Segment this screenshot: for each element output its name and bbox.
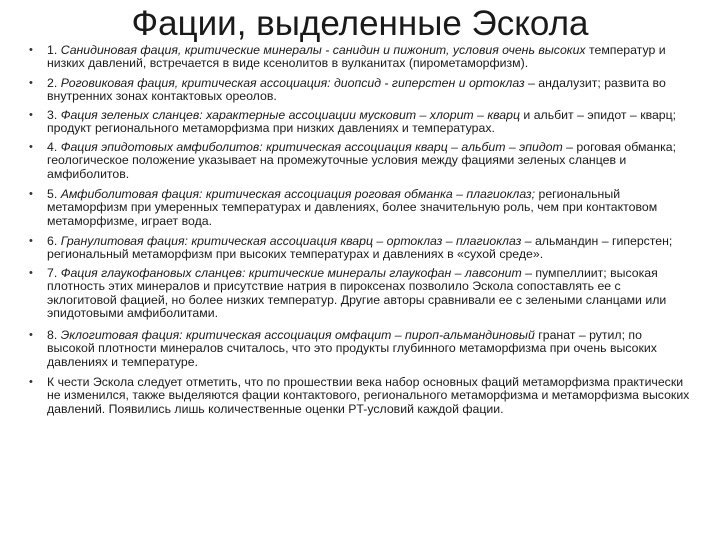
list-item [0,44,720,77]
facies-name: Амфиболитовая фация: критическая ассоциация роговая обманка – плагиоклаз; [60,187,536,201]
bullet-icon: • [29,376,33,388]
facies-name: Фация зеленых сланцев: характерные ассоциации мусковит – хлорит – кварц [60,108,520,122]
page-title: Фации, выделенные Эскола [131,4,589,43]
conclusion-text: К чести Эскола следует отметить, что по прошествии века набор основных фаций метаморфизма практически не изменился, также выделяются фации контактового, регионального метаморфизма и метаморфизма высоких давлений. Появились лишь количественные оценки PT-условий каждой фации. [47,375,690,416]
bullet-icon: • [29,188,33,200]
item-number: 2. [47,76,61,90]
bullet-icon: • [29,267,33,279]
list-item [0,109,720,141]
item-number: 6. [47,234,61,248]
facies-description: гранат – рутил; по высокой плотности минералов считалось, что это продукты глубинного метаморфизма при очень высоких давлениях и температуре. [47,328,657,369]
item-number: 5. [47,187,61,201]
facies-description: – пумпеллиит; высокая плотность этих минералов и присутствие натрия в пироксенах позволило Эскола сопоставлять ее с эклогитовой фацией, но более низких температур. Другие авторы сравнивали ее с зелеными сланцами или эпидотовыми амфиболитами. [47,266,667,320]
facies-name: Роговиковая фация, критическая ассоциация: диопсид - гиперстен и ортоклаз [60,76,525,90]
item-number: 7. [47,266,61,280]
item-number: 4. [47,140,61,154]
list-item [0,141,720,188]
facies-name: Фация эпидотовых амфиболитов: критическая ассоциация кварц – альбит – эпидот [60,140,563,154]
facies-name: Фация глаукофановых сланцев: критические минералы глаукофан – лавсонит [60,266,522,280]
facies-name: Эклогитовая фация: критическая ассоциация омфацит – пироп-альмандиновый [60,328,535,342]
facies-description: – роговая обманка; геологическое положение указывает на промежуточные условия между фациями зеленых сланцев и амфиболитов. [47,140,677,181]
facies-description: и альбит – эпидот – кварц; продукт регионального метаморфизма при низких давлениях и температурах. [47,108,677,136]
facies-description: температур и низких давлений, встречается в виде ксенолитов в вулканитах (пирометаморфизм). [47,43,666,71]
bullet-icon: • [29,329,33,341]
facies-description: региональный метаморфизм при умеренных температурах и давлениях, более значительную роль, чем при контактовом метаморфизме, играет вода. [47,187,658,228]
list-item [0,267,720,329]
item-number: 1. [47,43,61,57]
bullet-icon: • [29,44,33,56]
bullet-icon: • [29,141,33,153]
list-item [0,188,720,235]
item-number: 8. [47,328,61,342]
facies-name: Санидиновая фация, критические минералы - санидин и пижонит, условия очень высоких [60,43,586,57]
list-item [0,376,720,438]
bullet-icon: • [29,109,33,121]
list-item [0,77,720,109]
list-item [0,235,720,267]
list-item [0,329,720,376]
facies-list [0,44,720,438]
item-number: 3. [47,108,61,122]
facies-name: Гранулитовая фация: критическая ассоциация кварц – ортоклаз – плагиоклаз [60,234,522,248]
bullet-icon: • [29,235,33,247]
bullet-icon: • [29,77,33,89]
facies-description: – андалузит; развита во внутренних зонах контактовых ореолов. [47,76,666,104]
facies-description: – альмандин – гиперстен; региональный метаморфизм при высоких температурах и давлениях в «сухой среде». [47,234,673,262]
